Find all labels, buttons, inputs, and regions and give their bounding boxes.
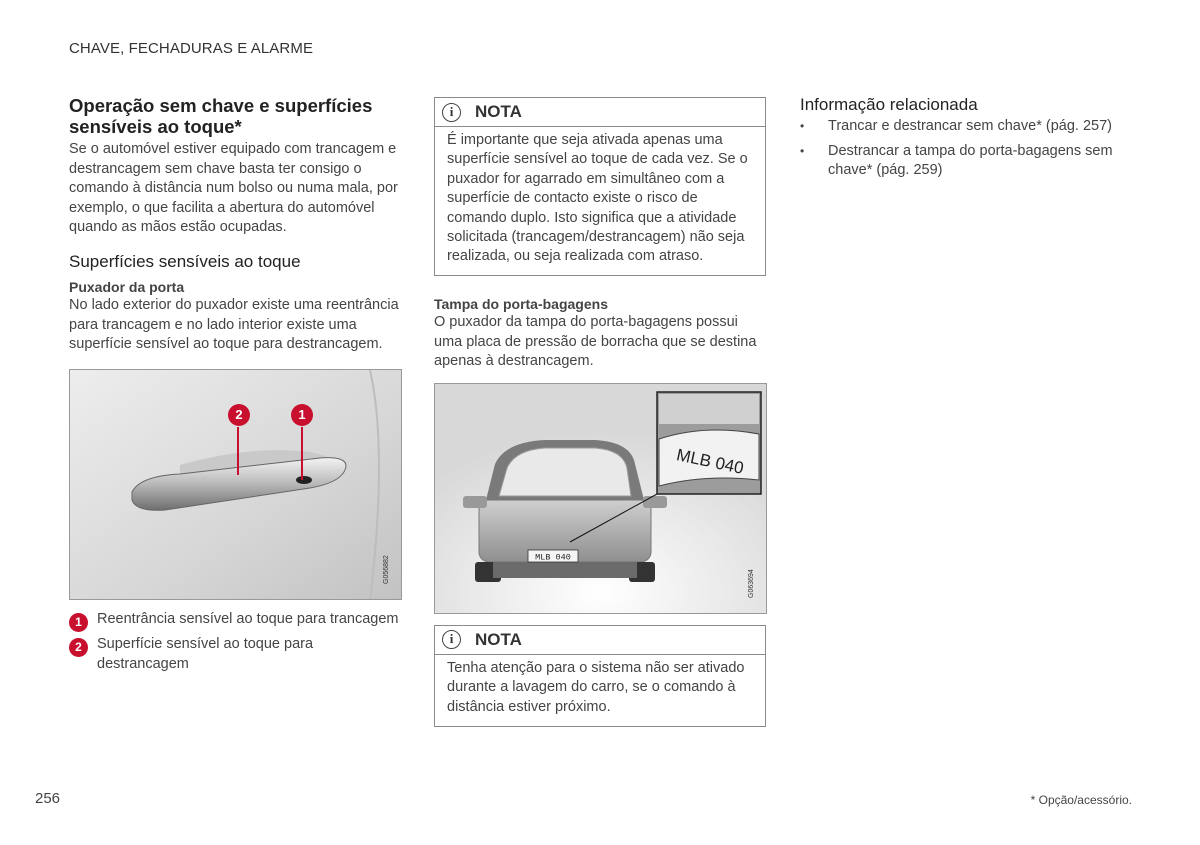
marker-2: 2 xyxy=(228,404,250,426)
figure-code: G063694 xyxy=(748,568,755,598)
related-link-text: Trancar e destrancar sem chave* (pág. 257) xyxy=(828,118,1112,134)
callout-text: Reentrância sensível ao toque para trancagem xyxy=(97,610,399,627)
tailgate-heading: Tampa do porta-bagagens xyxy=(434,296,608,312)
marker-1: 1 xyxy=(291,404,313,426)
marker-2-line xyxy=(237,427,239,475)
bullet: • xyxy=(800,143,805,158)
callout-item xyxy=(69,635,401,674)
related-link-text: Destrancar a tampa do porta-bagagens sem chave* (pág. 259) xyxy=(828,142,1113,179)
callout-item xyxy=(69,610,401,630)
tailgate-paragraph: O puxador da tampa do porta-bagagens possui uma placa de pressão de borracha que se destina apenas à destrancagem. xyxy=(434,314,757,370)
door-handle-figure xyxy=(69,369,402,600)
figure-code: G056882 xyxy=(383,554,390,584)
related-info-title: Informação relacionada xyxy=(800,95,978,114)
chapter-header: CHAVE, FECHADURAS E ALARME xyxy=(69,40,314,57)
page-number: 256 xyxy=(35,790,61,807)
note-header xyxy=(435,98,765,127)
door-handle-paragraph: No lado exterior do puxador existe uma reentrância para trancagem e no lado interior existe uma superfície sensível ao toque para destrancagem. xyxy=(69,296,399,353)
note-text: Tenha atenção para o sistema não ser ativado durante a lavagem do carro, se o comando à distância estiver próximo. xyxy=(447,659,745,715)
license-plate: MLB 040 xyxy=(535,552,571,563)
callout-list xyxy=(69,610,401,675)
callout-text: Superfície sensível ao toque para destrancagem xyxy=(97,636,314,672)
door-handle-heading: Puxador da porta xyxy=(69,278,185,295)
info-icon: i xyxy=(442,103,461,122)
inset-plate-text: MLB 040 xyxy=(674,444,746,478)
left-column xyxy=(69,95,401,681)
related-link[interactable] xyxy=(800,117,1140,137)
callout-number: 2 xyxy=(69,638,88,657)
marker-1-line xyxy=(301,427,303,480)
note-title: NOTA xyxy=(475,629,522,649)
bullet: • xyxy=(800,119,805,133)
note-title: NOTA xyxy=(475,102,522,121)
page-title: Operação sem chave e superfícies sensíveis ao toque* xyxy=(69,95,373,137)
related-link[interactable] xyxy=(800,142,1140,181)
note-box xyxy=(434,97,766,276)
info-icon: i xyxy=(442,630,461,649)
note-box xyxy=(434,625,766,727)
tailgate-figure xyxy=(434,383,767,614)
right-column xyxy=(800,95,1140,186)
callout-number: 1 xyxy=(69,613,88,632)
intro-paragraph: Se o automóvel estiver equipado com trancagem e destrancagem sem chave basta ter consigo o comando à distância num bolso ou numa mala, por exemplo, o que facilita a abertura do automóvel quando as mãos estão ocupadas. xyxy=(69,141,398,236)
middle-column xyxy=(434,97,766,727)
car-rear-illustration xyxy=(435,384,767,614)
section-title: Superfícies sensíveis ao toque xyxy=(69,251,301,271)
note-text: É importante que seja ativada apenas uma superfície sensível ao toque de cada vez. Se o puxador for agarrado em simultâneo com a superfície de contacto existe o risco de comando duplo. Isto significa que a atividade solicitada (trancagem/destrancagem) não seja realizada, ou seja realizada com atraso. xyxy=(447,132,748,265)
footnote: * Opção/acessório. xyxy=(1030,793,1132,807)
note-header xyxy=(435,626,765,655)
related-links-list xyxy=(800,117,1140,181)
